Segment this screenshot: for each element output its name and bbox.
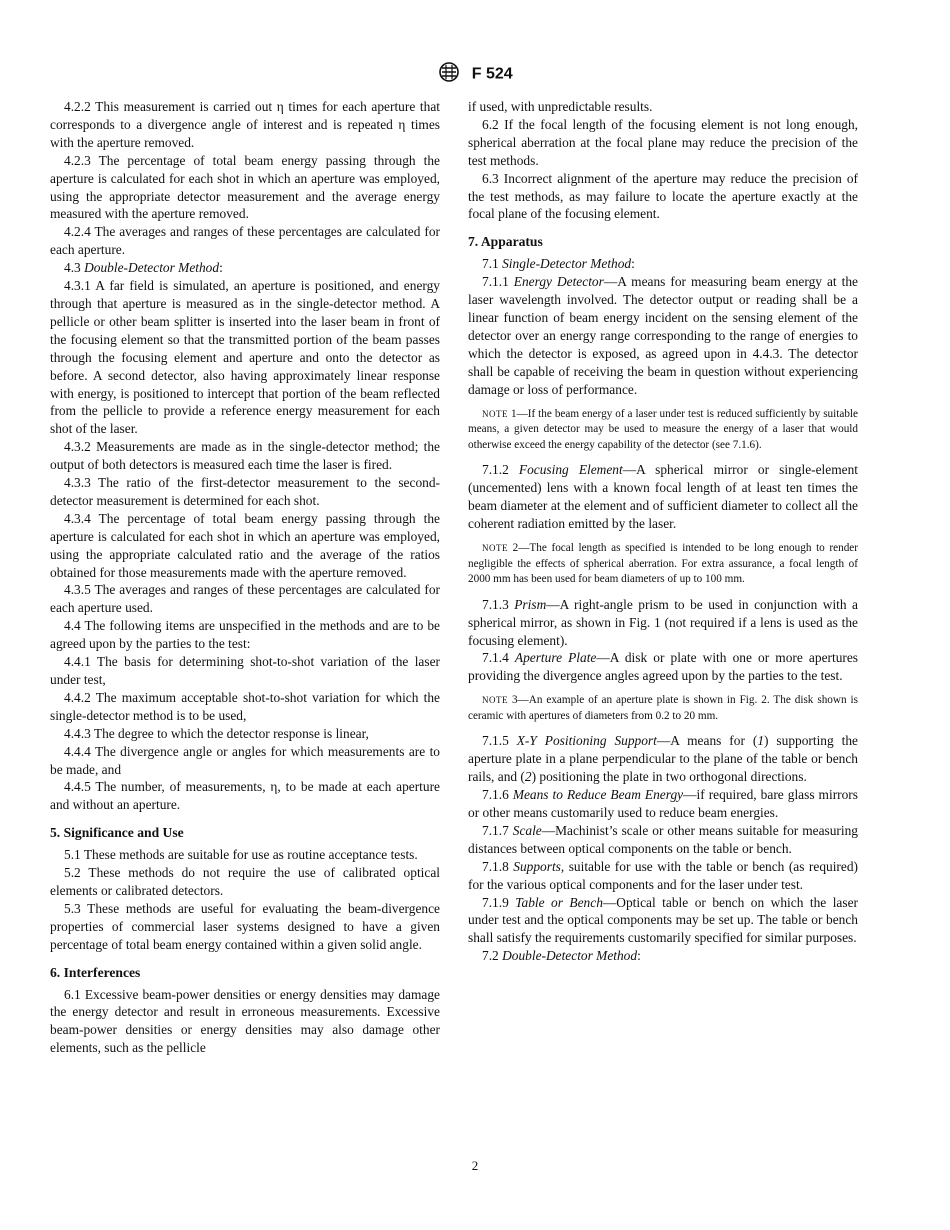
paragraph-6-1: 6.1 Excessive beam-power densities or energy densities may damage the energy detector and result in erroneous measurements. Excessive beam-power densities or energy densities may also damage other elements, such as the pellicle bbox=[50, 986, 440, 1056]
left-column bbox=[50, 98, 440, 1057]
note-2: NOTE 2—The focal length as specified is intended to be long enough to render negligible the effects of spherical aberration. For extra assurance, a focal length of 2000 mm has been used for beam diameters of up to 100 mm. bbox=[468, 541, 858, 586]
paragraph-4-3-2: 4.3.2 Measurements are made as in the single-detector method; the output of both detectors is measured each time the laser is fired. bbox=[50, 439, 440, 473]
page-number: 2 bbox=[471, 1158, 479, 1173]
paragraph-4-4-4: 4.4.4 The divergence angle or angles for which measurements are to be made, and bbox=[50, 743, 440, 777]
paragraph-4-4-2: 4.4.2 The maximum acceptable shot-to-shot variation for which the single-detector method is to be used, bbox=[50, 689, 440, 723]
astm-logo-icon bbox=[437, 62, 461, 87]
paragraph-6-3: 6.3 Incorrect alignment of the aperture may reduce the precision of the test methods, as may failure to locate the aperture exactly at the focal plane of the focusing element. bbox=[468, 170, 858, 222]
paragraph-4-3: 4.3 Double-Detector Method: bbox=[64, 260, 223, 276]
paragraph-4-4: 4.4 The following items are unspecified in the methods and are to be agreed upon by the parties to the test: bbox=[50, 618, 440, 652]
paragraph-4-4-1: 4.4.1 The basis for determining shot-to-shot variation of the laser under test, bbox=[50, 654, 440, 687]
right-column bbox=[468, 98, 858, 965]
paragraph-7-1-2: 7.1.2 Focusing Element—A spherical mirror or single-element (uncemented) lens with a known focal length of at least ten times the beam diameter at the element and of sufficient diameter to collect all the coherent radiation emitted by the laser. bbox=[468, 462, 858, 531]
paragraph-4-3-3: 4.3.3 The ratio of the first-detector measurement to the second-detector measurement is determined for each shot. bbox=[50, 475, 440, 508]
paragraph-7-1-8: 7.1.8 Supports, suitable for use with the table or bench (as required) for the various optical components and for the laser under test. bbox=[468, 858, 858, 892]
paragraph-5-3: 5.3 These methods are useful for evaluating the beam-divergence properties of commercial laser systems designed to have a given percentage of total beam energy contained within a given solid angle. bbox=[50, 900, 440, 952]
paragraph-4-3-5: 4.3.5 The averages and ranges of these percentages are calculated for each aperture used. bbox=[50, 582, 440, 616]
paragraph-7-1-7: 7.1.7 Scale—Machinist’s scale or other means suitable for measuring distances between optical components on the table or bench. bbox=[468, 822, 858, 856]
note-1: NOTE 1—If the beam energy of a laser under test is reduced sufficiently by suitable means, a given detector may be used to measure the energy of a laser that would otherwise exceed the energy capability of the detector (see 7.1.6). bbox=[468, 407, 858, 451]
paragraph-6-1-continued: if used, with unpredictable results. bbox=[468, 99, 653, 114]
note-3: NOTE 3—An example of an aperture plate is shown in Fig. 2. The disk shown is ceramic with apertures of diameters from 0.2 to 20 mm. bbox=[468, 694, 858, 722]
paragraph-4-4-5: 4.4.5 The number, of measurements, η, to be made at each aperture and without an aperture. bbox=[50, 779, 440, 813]
document-designation: F 524 bbox=[471, 65, 513, 83]
paragraph-4-3-1: 4.3.1 A far field is simulated, an aperture is positioned, and energy through that aperture is measured as in the single-detector method. A pellicle or other beam splitter is inserted into the laser beam in front of the focusing element so that the transmitted portion of the beam passes through the focusing element and aperture and onto the detector as before. A second detector, also having approximately linear response with energy, is positioned to intercept that portion of the beam reflected from the pellicle to provide a reference energy measurement for each shot of the laser. bbox=[50, 278, 440, 437]
paragraph-5-2: 5.2 These methods do not require the use of calibrated optical elements or calibrated detectors. bbox=[50, 865, 440, 898]
paragraph-4-3-4: 4.3.4 The percentage of total beam energy passing through the aperture is calculated for each shot in which an aperture was employed, using the appropriate calculated ratio and the average of the ratios obtained for those measurements made with the aperture removed. bbox=[50, 510, 440, 580]
paragraph-7-1-3: 7.1.3 Prism—A right-angle prism to be used in conjunction with a spherical mirror, as shown in Fig. 1 (not required if a lens is used as the focusing element). bbox=[468, 596, 858, 648]
section-heading-6: 6. Interferences bbox=[50, 964, 141, 980]
paragraph-7-1-6: 7.1.6 Means to Reduce Beam Energy—if required, bare glass mirrors or other means customarily used to reduce beam energies. bbox=[468, 787, 858, 821]
paragraph-7-1-9: 7.1.9 Table or Bench—Optical table or bench on which the laser under test and the optical components may be set up. The table or bench shall satisfy the requirements customarily specified for similar purposes. bbox=[468, 894, 858, 946]
paragraph-5-1: 5.1 These methods are suitable for use as routine acceptance tests. bbox=[64, 847, 418, 863]
paragraph-4-2-4: 4.2.4 The averages and ranges of these percentages are calculated for each aperture. bbox=[50, 224, 440, 258]
paragraph-6-2: 6.2 If the focal length of the focusing element is not long enough, spherical aberration at the focal plane may reduce the precision of the test methods. bbox=[468, 116, 858, 168]
paragraph-7-1-1: 7.1.1 Energy Detector—A means for measuring beam energy at the laser wavelength involved. The detector output or reading shall be a linear function of beam energy incident on the sensing element of the detector over an energy range corresponding to the range of energies to which the detector is exposed, as agreed upon in 4.4.3. The detector shall be capable of receiving the beam in question without experiencing damage or loss of performance. bbox=[468, 274, 858, 397]
paragraph-4-4-3: 4.4.3 The degree to which the detector response is linear, bbox=[64, 725, 369, 741]
paragraph-4-2-3: 4.2.3 The percentage of total beam energy passing through the aperture is calculated for each shot in which an aperture was employed, using the appropriate detector measurement and the average energy measured with the aperture removed. bbox=[50, 152, 440, 222]
paragraph-4-2-2: 4.2.2 This measurement is carried out η times for each aperture that corresponds to a divergence angle of interest and is repeated η times with the aperture removed. bbox=[50, 99, 440, 150]
section-heading-7: 7. Apparatus bbox=[468, 234, 543, 250]
paragraph-7-2: 7.2 Double-Detector Method: bbox=[482, 948, 641, 964]
paragraph-7-1-5: 7.1.5 X-Y Positioning Support—A means for (1) supporting the aperture plate in a plane perpendicular to the plane of the table or bench rails, and (2) positioning the plate in two orthogonal directions. bbox=[468, 733, 858, 785]
paragraph-7-1: 7.1 Single-Detector Method: bbox=[482, 256, 635, 272]
paragraph-7-1-4: 7.1.4 Aperture Plate—A disk or plate with one or more apertures providing the divergence angles agreed upon by the parties to the test. bbox=[468, 650, 858, 684]
section-heading-5: 5. Significance and Use bbox=[50, 825, 184, 841]
page-header bbox=[0, 62, 950, 87]
